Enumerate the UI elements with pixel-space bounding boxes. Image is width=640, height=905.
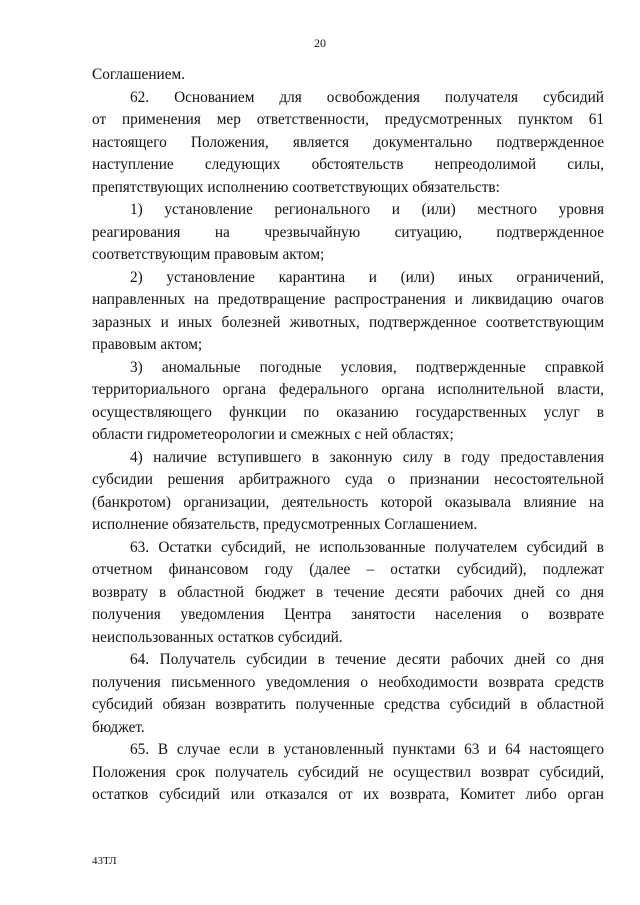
- text-line: получения уведомления Центра занятости населения о возврате: [92, 606, 604, 623]
- text-line: остатков субсидий или отказался от их возврата, Комитет либо орган: [92, 786, 604, 803]
- text-line: бюджет.: [92, 718, 145, 736]
- footer-code: 43ТЛ: [92, 855, 117, 867]
- text-line: заразных и иных болезней животных, подтвержденное соответствующим: [92, 313, 604, 331]
- text-line: правовым актом;: [92, 336, 203, 353]
- page-number: 20: [314, 36, 326, 50]
- text-line: возврату в областной бюджет в течение десяти рабочих дней со дня: [92, 583, 604, 601]
- text-line: 63. Остатки субсидий, не использованные получателем субсидий в: [130, 538, 604, 556]
- text-line: отчетном финансовом году (далее – остатки субсидий), подлежат: [92, 561, 604, 578]
- text-line: 4) наличие вступившего в законную силу в году предоставления: [130, 448, 604, 466]
- text-line: 65. В случае если в установленный пунктами 63 и 64 настоящего: [130, 741, 604, 758]
- text-line: направленных на предотвращение распространения и ликвидацию очагов: [92, 291, 604, 308]
- text-line: наступление следующих обстоятельств непреодолимой силы,: [92, 156, 604, 173]
- text-line: от применения мер ответственности, предусмотренных пунктом 61: [92, 111, 604, 128]
- text-line: 3) аномальные погодные условия, подтвержденные справкой: [130, 358, 604, 376]
- text-line: области гидрометеорологии и смежных с ней областях;: [92, 426, 454, 443]
- document-body: [92, 64, 604, 807]
- text-line: Положения срок получатель субсидий не осуществил возврат субсидий,: [92, 763, 604, 781]
- text-line: настоящего Положения, является документально подтвержденное: [92, 133, 604, 151]
- text-line: неиспользованных остатков субсидий.: [92, 628, 343, 646]
- text-line: соответствующим правовым актом;: [92, 246, 325, 263]
- text-line: территориального органа федерального органа исполнительной власти,: [92, 381, 604, 398]
- text-line: 1) установление регионального и (или) местного уровня: [130, 201, 604, 218]
- text-line: получения письменного уведомления о необходимости возврата средств: [92, 673, 604, 691]
- text-line: препятствующих исполнению соответствующих обязательств:: [92, 178, 500, 196]
- text-line: исполнение обязательств, предусмотренных Соглашением.: [92, 516, 478, 533]
- text-line: реагирования на чрезвычайную ситуацию, подтвержденное: [92, 223, 604, 241]
- text-line: 2) установление карантина и (или) иных ограничений,: [130, 268, 604, 286]
- text-line: (банкротом) организации, деятельность которой оказывала влияние на: [92, 493, 604, 511]
- text-line: субсидии решения арбитражного суда о признании несостоятельной: [92, 471, 604, 488]
- text-line: осуществляющего функции по оказанию государственных услуг в: [92, 403, 604, 421]
- text-line: субсидий обязан возвратить полученные средства субсидий в областной: [92, 696, 604, 713]
- text-line: 62. Основанием для освобождения получателя субсидий: [130, 88, 604, 106]
- text-line: 64. Получатель субсидии в течение десяти рабочих дней со дня: [130, 651, 604, 668]
- text-line: Соглашением.: [92, 66, 186, 83]
